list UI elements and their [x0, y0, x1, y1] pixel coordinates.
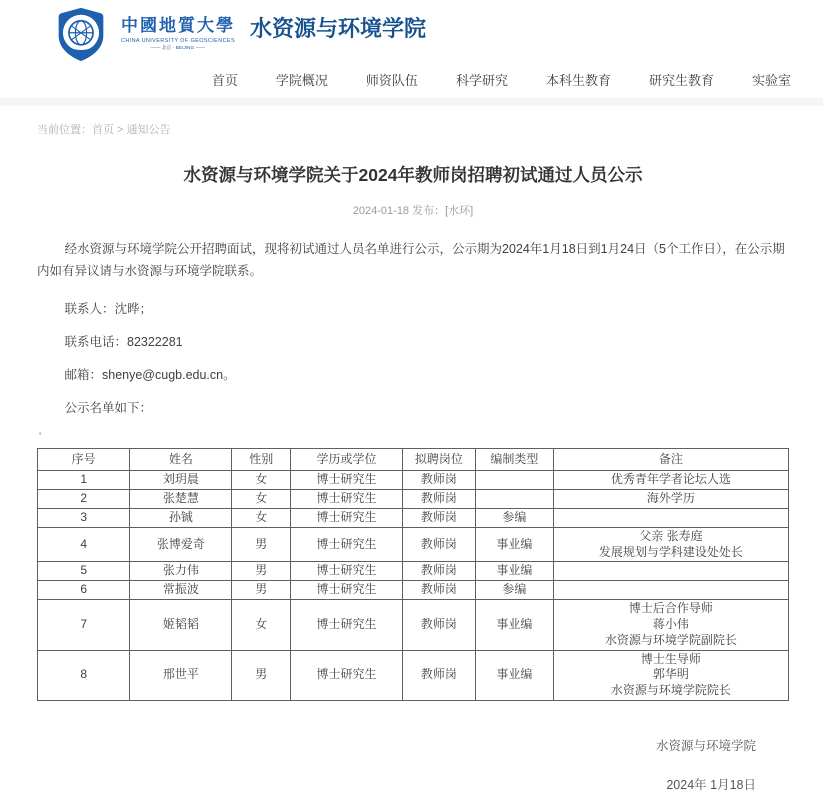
contact-person-line: 联系人：沈晔；: [64, 301, 153, 316]
breadcrumb: [0, 106, 823, 137]
main-nav: [0, 64, 823, 98]
nav-item-graduate[interactable]: 研究生教育: [648, 73, 714, 88]
roster-table: [37, 448, 789, 702]
table-row: [38, 527, 789, 562]
cell: 男: [232, 562, 291, 581]
cell: 博士研究生: [291, 508, 403, 527]
table-row: [38, 581, 789, 600]
cell: 教师岗: [402, 650, 475, 700]
cell: 博士后合作导师 蒋小伟 水资源与环境学院副院长: [553, 600, 788, 650]
cell: 博士生导师 郭华明 水资源与环境学院院长: [553, 650, 788, 700]
cell: [553, 508, 788, 527]
cell: 6: [38, 581, 130, 600]
cell: 5: [38, 562, 130, 581]
roster-body: [38, 471, 789, 701]
column-header: 备注: [553, 448, 788, 471]
cell: 博士研究生: [291, 650, 403, 700]
nav-item-home[interactable]: 首页: [211, 73, 238, 88]
cell: 7: [38, 600, 130, 650]
cell: 事业编: [475, 600, 553, 650]
table-row: [38, 508, 789, 527]
column-header: 学历或学位: [291, 448, 403, 471]
nav-item-research[interactable]: 科学研究: [455, 73, 508, 88]
divider-band: [0, 98, 823, 106]
cell: 女: [232, 508, 291, 527]
table-row: [38, 562, 789, 581]
cell: 姬韬韬: [130, 600, 232, 650]
column-header: 性别: [232, 448, 291, 471]
cell: 海外学历: [553, 490, 788, 509]
nav-item-lab[interactable]: 实验室: [751, 73, 791, 88]
cell: 博士研究生: [291, 581, 403, 600]
cell: [553, 562, 788, 581]
cell: 教师岗: [402, 600, 475, 650]
column-header: 编制类型: [475, 448, 553, 471]
table-row: [38, 650, 789, 700]
table-row: [38, 471, 789, 490]
cell: 博士研究生: [291, 562, 403, 581]
column-header: 拟聘岗位: [402, 448, 475, 471]
cell: 2: [38, 490, 130, 509]
cell: 参编: [475, 508, 553, 527]
contact-block: [37, 299, 789, 416]
cell: 事业编: [475, 527, 553, 562]
page-title: 水资源与环境学院关于2024年教师岗招聘初试通过人员公示: [183, 165, 643, 185]
table-row: [38, 490, 789, 509]
site-header: [0, 0, 823, 64]
cell: 3: [38, 508, 130, 527]
column-header: 姓名: [130, 448, 232, 471]
cell: 事业编: [475, 650, 553, 700]
cell: 邢世平: [130, 650, 232, 700]
cell: [475, 471, 553, 490]
university-emblem-icon: [55, 7, 107, 62]
university-name-calligraphy: 中國地質大學: [120, 16, 235, 37]
logo-lockup: [116, 17, 240, 52]
cell: 事业编: [475, 562, 553, 581]
cell: 博士研究生: [291, 471, 403, 490]
cell: 教师岗: [402, 581, 475, 600]
contact-email-line: 邮箱：shenye@cugb.edu.cn。: [64, 367, 236, 382]
cell: 女: [232, 600, 291, 650]
stray-mark: ': [39, 430, 42, 443]
cell: 教师岗: [402, 562, 475, 581]
cell: 张楚慧: [130, 490, 232, 509]
nav-item-about[interactable]: 学院概况: [275, 73, 328, 88]
cell: 博士研究生: [291, 490, 403, 509]
nav-item-undergraduate[interactable]: 本科生教育: [545, 73, 611, 88]
cell: 参编: [475, 581, 553, 600]
table-row: [38, 600, 789, 650]
cell: 男: [232, 581, 291, 600]
signature-date: 2024年 1月18日: [666, 778, 756, 793]
university-location-line: —— 北京 · BEIJING ——: [150, 46, 206, 51]
cell: 优秀青年学者论坛人选: [553, 471, 788, 490]
cell: [553, 581, 788, 600]
nav-item-faculty[interactable]: 师资队伍: [365, 73, 418, 88]
cell: 孙铖: [130, 508, 232, 527]
cell: 教师岗: [402, 471, 475, 490]
cell: 教师岗: [402, 490, 475, 509]
cell: 男: [232, 650, 291, 700]
list-intro-line: 公示名单如下：: [64, 400, 153, 415]
contact-phone-line: 联系电话：82322281: [64, 334, 183, 349]
breadcrumb-path[interactable]: 首页 > 通知公告: [92, 124, 171, 136]
cell: 博士研究生: [291, 527, 403, 562]
cell: 教师岗: [402, 527, 475, 562]
cell: 男: [232, 527, 291, 562]
roster-header-row: [38, 448, 789, 471]
cell: 女: [232, 490, 291, 509]
article: [0, 164, 823, 793]
cell: 博士研究生: [291, 600, 403, 650]
college-name: 水资源与环境学院: [249, 16, 426, 41]
cell: 教师岗: [402, 508, 475, 527]
cell: 4: [38, 527, 130, 562]
cell: 张力伟: [130, 562, 232, 581]
cell: 父亲 张寿庭 发展规划与学科建设处处长: [553, 527, 788, 562]
signature-college: 水资源与环境学院: [655, 739, 756, 754]
signature-block: [37, 736, 789, 793]
breadcrumb-label: 当前位置：: [37, 124, 92, 136]
article-meta: 2024-01-18 发布：[水环]: [352, 204, 474, 217]
article-paragraph: 经水资源与环境学院公开招聘面试，现将初试通过人员名单进行公示，公示期为2024年1月18日到1月24日（5个工作日），在公示期内如有异议请与水资源与环境学院联系。: [37, 241, 785, 278]
cell: 1: [38, 471, 130, 490]
cell: 8: [38, 650, 130, 700]
cell: [475, 490, 553, 509]
column-header: 序号: [38, 448, 130, 471]
university-name-english: CHINA UNIVERSITY OF GEOSCIENCES: [120, 38, 236, 44]
cell: 常振波: [130, 581, 232, 600]
cell: 刘玥晨: [130, 471, 232, 490]
cell: 张博爱奇: [130, 527, 232, 562]
cell: 女: [232, 471, 291, 490]
